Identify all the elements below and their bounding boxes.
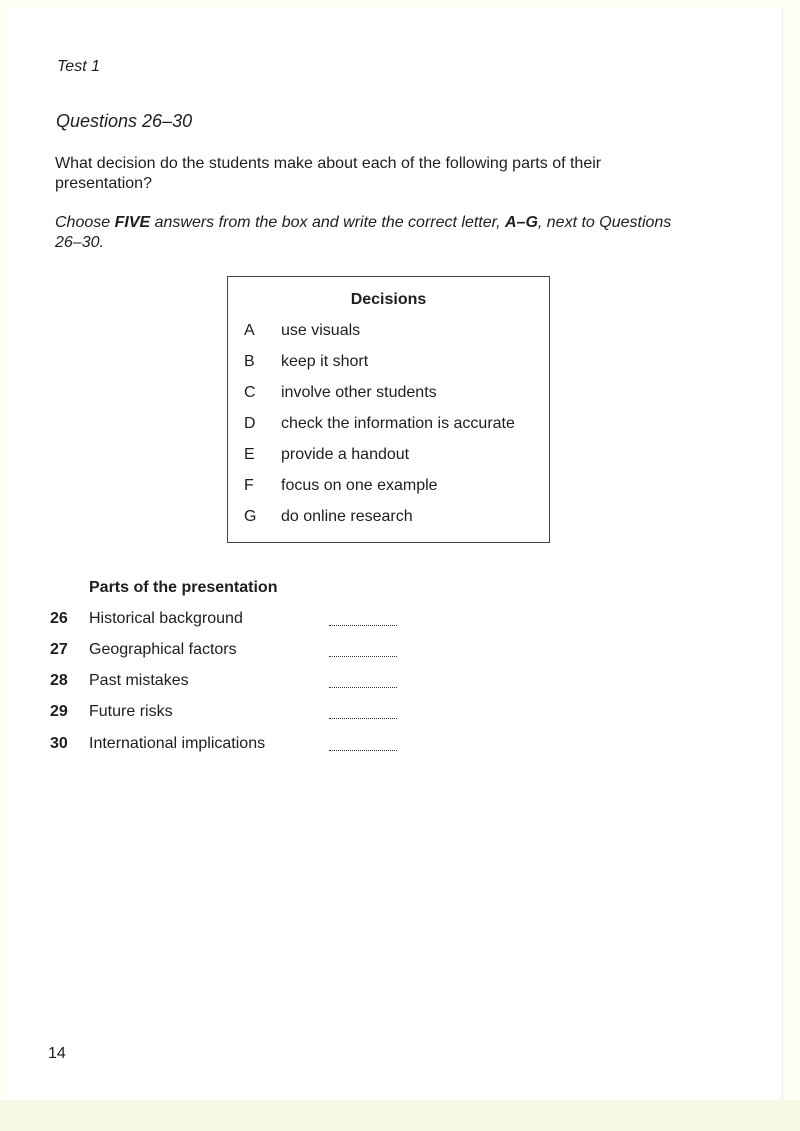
decision-option bbox=[228, 384, 549, 406]
option-letter: G bbox=[244, 508, 257, 525]
option-text: provide a handout bbox=[281, 446, 410, 463]
question-part-text: Historical background bbox=[89, 610, 243, 627]
option-text: focus on one example bbox=[281, 477, 438, 494]
question-text: What decision do the students make about each of the following parts of their presentation? bbox=[55, 155, 602, 192]
option-text: check the information is accurate bbox=[281, 415, 515, 432]
answer-blank[interactable] bbox=[329, 687, 397, 688]
option-letter: B bbox=[244, 353, 255, 370]
option-letter: D bbox=[244, 415, 256, 432]
question-row bbox=[0, 641, 800, 663]
question-number: 30 bbox=[50, 735, 68, 752]
decision-option bbox=[228, 322, 549, 344]
question-number: 26 bbox=[50, 610, 68, 627]
question-part-text: Future risks bbox=[89, 703, 173, 720]
answer-blank[interactable] bbox=[329, 656, 397, 657]
question-row bbox=[0, 672, 800, 694]
question-number: 28 bbox=[50, 672, 68, 689]
question-row bbox=[0, 703, 800, 725]
question-row bbox=[0, 610, 800, 632]
option-letter: E bbox=[244, 446, 255, 463]
option-text: involve other students bbox=[281, 384, 437, 401]
answer-blank[interactable] bbox=[329, 750, 397, 751]
option-letter: A bbox=[244, 322, 255, 339]
option-text: do online research bbox=[281, 508, 413, 525]
question-part-text: Geographical factors bbox=[89, 641, 237, 658]
option-text: keep it short bbox=[281, 353, 369, 370]
option-letter: C bbox=[244, 384, 256, 401]
option-text: use visuals bbox=[281, 322, 361, 339]
question-part-text: International implications bbox=[89, 735, 266, 752]
answer-blank[interactable] bbox=[329, 718, 397, 719]
instructions-text: answers from the box and write the correct letter, bbox=[150, 214, 505, 231]
decisions-box bbox=[227, 276, 550, 543]
parts-heading: Parts of the presentation bbox=[89, 579, 278, 596]
question-part-text: Past mistakes bbox=[89, 672, 189, 689]
questions-title: Questions 26–30 bbox=[56, 111, 193, 131]
instructions-emphasis: FIVE bbox=[114, 214, 151, 231]
decision-option bbox=[228, 415, 549, 437]
decision-option bbox=[228, 353, 549, 375]
question-number: 27 bbox=[50, 641, 68, 658]
page-number: 14 bbox=[48, 1045, 66, 1062]
answer-blank[interactable] bbox=[329, 625, 397, 626]
instructions-text: Choose bbox=[55, 214, 115, 231]
decision-option bbox=[228, 446, 549, 468]
decisions-heading: Decisions bbox=[350, 291, 427, 308]
decision-option bbox=[228, 508, 549, 530]
decision-option bbox=[228, 477, 549, 499]
question-number: 29 bbox=[50, 703, 68, 720]
instructions bbox=[55, 213, 695, 253]
option-letter: F bbox=[244, 477, 254, 494]
test-label: Test 1 bbox=[57, 58, 100, 75]
page-bottom-margin bbox=[0, 1100, 800, 1131]
question-row bbox=[0, 735, 800, 757]
instructions-emphasis: A–G bbox=[504, 214, 538, 231]
instructions-text: , next to Questions 26–30. bbox=[55, 214, 672, 251]
